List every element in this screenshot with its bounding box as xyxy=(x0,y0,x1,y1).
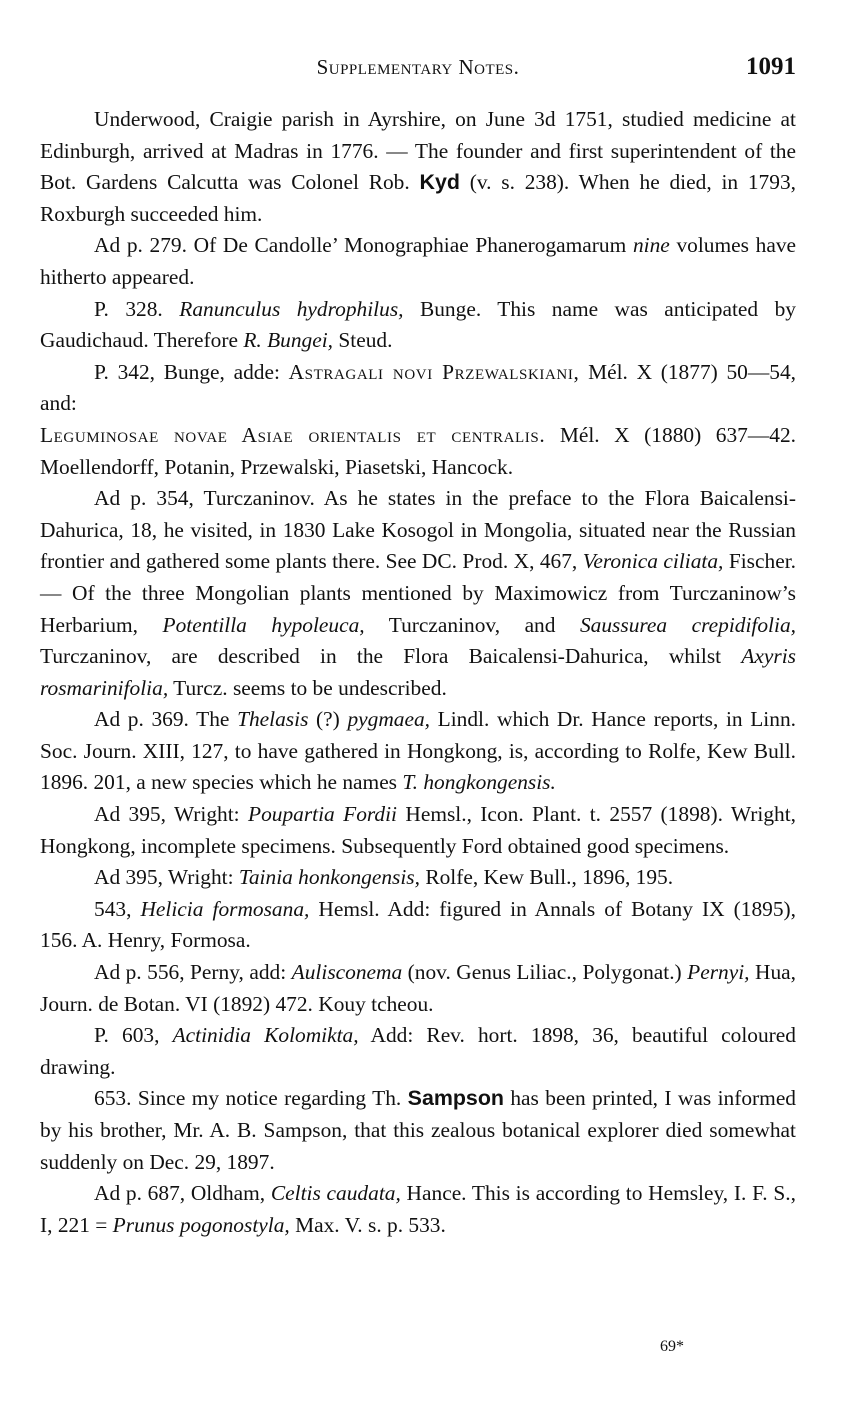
small-caps-text: Leguminosae novae Asiae orientalis et centralis. xyxy=(40,422,546,447)
text-run: Hemsl., Icon. Plant. t. 2557 (1898). Wright, Hongkong, incomplete specimens. Subsequently Ford obtained good specimens. xyxy=(40,802,796,858)
italic-text: Poupartia Fordii xyxy=(248,802,398,827)
text-run: Underwood, Craigie parish in Ayrshire, on June 3d 1751, studied medicine at Edinburgh, arrived at Madras in 1776. — The founder and first superintendent of the Bot. Gardens Calcutta was Colonel Rob. xyxy=(40,107,796,195)
italic-text: Tainia honkongensis, xyxy=(238,865,420,890)
paragraph-p2 xyxy=(40,230,796,293)
text-run: Ad p. 369. The xyxy=(94,707,238,732)
italic-text: Actinidia Kolomikta, xyxy=(172,1023,359,1048)
paragraph-p9 xyxy=(40,862,796,894)
paragraph-p11 xyxy=(40,957,796,1020)
paragraph-p7 xyxy=(40,704,796,799)
text-run: P. 328. xyxy=(94,296,180,321)
text-run: Mél. X (1880) 637—42. Moellendorff, Potanin, Przewalski, Piasetski, Hancock. xyxy=(40,422,796,479)
text-run: Turcz. seems to be undescribed. xyxy=(168,675,447,700)
paragraph-p3 xyxy=(40,294,796,357)
bold-name: Sampson xyxy=(407,1086,504,1111)
paragraph-p4 xyxy=(40,357,796,420)
italic-text: Helicia formosana, xyxy=(140,896,310,921)
text-run: Mél. X (1877) 50—54, and: xyxy=(40,359,796,416)
text-run: (v. s. 238). When he died, in 1793, Roxburgh succeeded him. xyxy=(40,170,796,226)
text-run: Rolfe, Kew Bull., 1896, 195. xyxy=(419,865,674,890)
text-run: P. 342, Bunge, adde: xyxy=(94,359,289,384)
italic-text: Axyris rosmarinifolia, xyxy=(40,644,796,700)
paragraph-p13 xyxy=(40,1083,796,1178)
running-title: Supplementary Notes. xyxy=(316,55,520,79)
text-run: Ad p. 556, Perny, add: xyxy=(94,960,292,985)
text-run: (nov. Genus Liliac., Polygonat.) xyxy=(402,960,688,985)
page-number: 1091 xyxy=(746,53,796,80)
paragraph-p14 xyxy=(40,1178,796,1241)
text-run: Ad 395, Wright: xyxy=(94,802,248,827)
italic-text: Ranunculus hydrophilus, xyxy=(179,296,404,321)
signature-mark: 69* xyxy=(660,1338,684,1355)
paragraph-p10 xyxy=(40,894,796,957)
text-run: volumes have hitherto appeared. xyxy=(40,233,797,289)
text-run: P. 603, xyxy=(94,1023,173,1048)
italic-text: Potentilla hypoleuca, xyxy=(162,612,365,637)
text-run: Ad p. 279. Of De Candolle’ Monographiae Phanerogamarum xyxy=(94,233,633,258)
text-run: Lindl. which Dr. Hance reports, in Linn. Soc. Journ. XIII, 127, to have gathered in Hongkong, is, according to Rolfe, Kew Bull. 1896. 201, a new species which he names xyxy=(40,707,796,795)
text-run: Ad p. 354, Turczaninov. As he states in the preface to the Flora Baicalensi-Dahurica, 18, he visited, in 1830 Lake Kosogol in Mongolia, situated near the Russian frontier and gathered some plants there. See DC. Prod. X, 467, xyxy=(40,486,796,574)
text-run: Bunge. This name was anticipated by Gaudichaud. Therefore xyxy=(40,296,796,353)
paragraph-p12 xyxy=(40,1020,796,1083)
paragraph-p8 xyxy=(40,799,796,862)
text-run: Add: Rev. hort. 1898, 36, beautiful coloured drawing. xyxy=(40,1023,796,1079)
text-run: has been printed, I was informed by his brother, Mr. A. B. Sampson, that this zealous botanical explorer died somewhat suddenly on Dec. 29, 1897. xyxy=(40,1086,797,1174)
bold-name: Kyd xyxy=(419,170,460,195)
text-run: Steud. xyxy=(333,328,393,353)
paragraph-p1 xyxy=(40,104,796,230)
italic-text: Pernyi, xyxy=(687,960,750,985)
running-head xyxy=(40,55,796,87)
text-run: (?) xyxy=(308,707,348,732)
paragraph-p5 xyxy=(40,420,796,483)
small-caps-text: Astragali novi Przewalskiani, xyxy=(288,359,580,384)
text-run: Fischer. — Of the three Mongolian plants mentioned by Maximowicz from Turczaninow’s Herbarium, xyxy=(40,549,796,637)
text-run: Ad 395, Wright: xyxy=(94,865,239,890)
italic-text: nine xyxy=(632,233,670,258)
text-run: Turczaninov, are described in the Flora Baicalensi-Dahurica, whilst xyxy=(40,644,742,669)
paragraph-p6 xyxy=(40,483,796,704)
italic-text: Prunus pogonostyla, xyxy=(112,1212,290,1237)
body-text xyxy=(40,104,796,1241)
text-run: Hance. This is according to Hemsley, I. F. S., I, 221 = xyxy=(40,1181,796,1237)
text-run: Hua, Journ. de Botan. VI (1892) 472. Kouy tcheou. xyxy=(40,960,796,1016)
italic-text: pygmaea, xyxy=(347,707,431,732)
text-run: Hemsl. Add: figured in Annals of Botany IX (1895), 156. A. Henry, Formosa. xyxy=(40,896,796,953)
italic-text: Saussurea crepidifolia, xyxy=(579,612,796,637)
text-run: Ad p. 687, Oldham, xyxy=(94,1181,271,1206)
text-run: Turczaninov, and xyxy=(364,612,580,637)
italic-text: R. Bungei, xyxy=(243,328,334,353)
italic-text: Thelasis xyxy=(237,707,309,732)
text-run: 653. Since my notice regarding Th. xyxy=(94,1086,408,1111)
text-run: 543, xyxy=(94,896,141,921)
italic-text: T. hongkongensis. xyxy=(402,770,556,795)
text-run: Max. V. s. p. 533. xyxy=(289,1212,446,1237)
italic-text: Celtis caudata, xyxy=(270,1181,401,1206)
italic-text: Veronica ciliata, xyxy=(582,549,724,574)
italic-text: Aulisconema xyxy=(291,960,403,985)
